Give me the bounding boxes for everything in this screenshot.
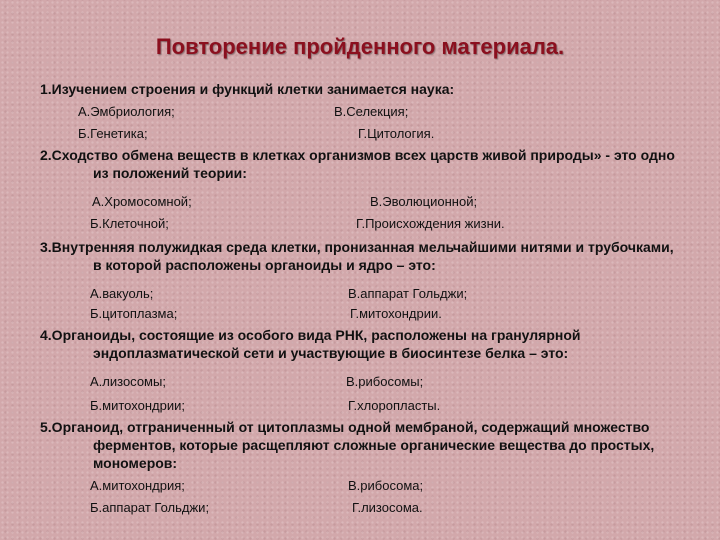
option-g: Г.Цитология. [358, 126, 435, 141]
option-g: Г.Происхождения жизни. [356, 216, 505, 231]
question-text: 5.Органоид, отграниченный от цитоплазмы одной мембраной, содержащий множество ферментов, которые расщепляют сложные органические вещества до простых, мономеров: [40, 419, 655, 471]
question-1 [40, 80, 680, 98]
option-v: В.аппарат Гольджи; [348, 286, 468, 301]
option-b: Б.Клеточной; [90, 216, 169, 231]
option-a: А.вакуоль; [90, 286, 154, 301]
question-text: 2.Сходство обмена веществ в клетках организмов всех царств живой природы» - это одно из положений теории: [40, 147, 675, 181]
question-4 [40, 326, 680, 362]
option-a: А.Эмбриология; [78, 104, 175, 119]
option-v: В.Эволюционной; [370, 194, 478, 209]
question-text: 3.Внутренняя полужидкая среда клетки, пронизанная мельчайшими нитями и трубочками, в которой расположены органоиды и ядро – это: [40, 239, 674, 273]
option-a: А.лизосомы; [90, 374, 166, 389]
question-text: 4.Органоиды, состоящие из особого вида РНК, расположены на гранулярной эндоплазматической сети и участвующие в биосинтезе белка – это: [40, 327, 581, 361]
option-b: Б.митохондрии; [90, 398, 185, 413]
option-b: Б.Генетика; [78, 126, 148, 141]
option-v: В.рибосомы; [346, 374, 424, 389]
option-b: Б.цитоплазма; [90, 306, 178, 321]
option-a: А.Хромосомной; [92, 194, 192, 209]
question-2 [40, 146, 680, 182]
question-5 [40, 418, 680, 472]
option-g: Г.митохондрии. [350, 306, 442, 321]
option-v: В.рибосома; [348, 478, 424, 493]
option-g: Г.лизосома. [352, 500, 423, 515]
question-3 [40, 238, 680, 274]
option-b: Б.аппарат Гольджи; [90, 500, 210, 515]
option-v: В.Селекция; [334, 104, 409, 119]
option-a: А.митохондрия; [90, 478, 185, 493]
option-g: Г.хлоропласты. [348, 398, 441, 413]
question-text: 1.Изучением строения и функций клетки занимается наука: [40, 81, 455, 97]
slide-title: Повторение пройденного материала. [155, 34, 565, 59]
